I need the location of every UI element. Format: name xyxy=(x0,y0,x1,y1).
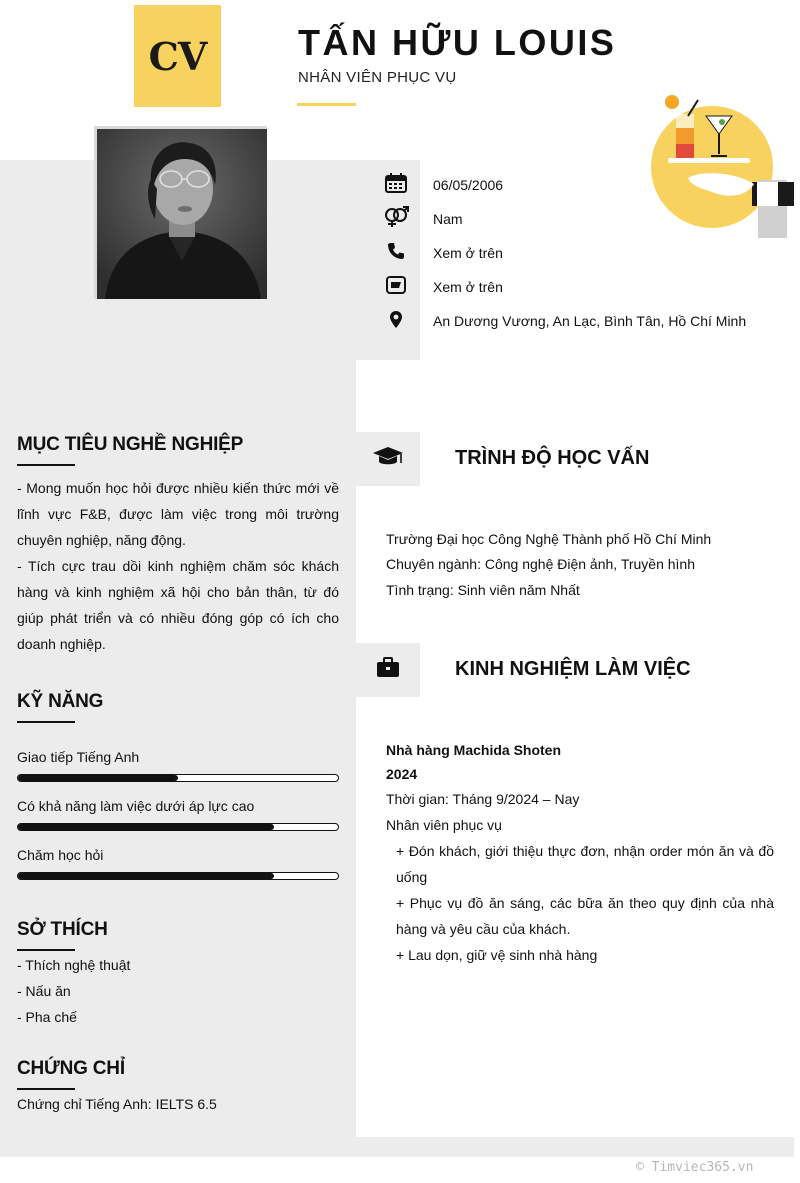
objective-underline xyxy=(17,464,75,466)
objective-text xyxy=(17,475,339,657)
drinks-tray-illustration xyxy=(640,88,800,243)
hobby-item: - Pha chế xyxy=(17,1009,77,1025)
graduation-cap-icon xyxy=(372,446,404,473)
company-name: Nhà hàng Machida Shoten xyxy=(386,742,562,758)
candidate-name: TẤN HỮU LOUIS xyxy=(298,22,617,63)
briefcase-icon xyxy=(376,657,400,683)
cv-logo xyxy=(134,5,221,107)
education-line: Chuyên ngành: Công nghệ Điện ảnh, Truyền hình xyxy=(386,556,696,572)
hobby-item: - Thích nghệ thuật xyxy=(17,957,131,973)
calendar-icon xyxy=(383,172,409,194)
gender-icon xyxy=(383,206,409,228)
location-pin-icon xyxy=(383,308,409,330)
education-heading: TRÌNH ĐỘ HỌC VẤN xyxy=(455,447,650,469)
profile-photo xyxy=(97,129,267,299)
skill-label: Có khả năng làm việc dưới áp lực cao xyxy=(17,798,255,814)
skill-bar xyxy=(17,774,339,782)
duty-item: + Lau dọn, giữ vệ sinh nhà hàng xyxy=(396,947,598,963)
skill-label: Giao tiếp Tiếng Anh xyxy=(17,749,140,765)
skill-bar xyxy=(17,823,339,831)
certificate-item: Chứng chỉ Tiếng Anh: IELTS 6.5 xyxy=(17,1096,217,1112)
skill-bar xyxy=(17,872,339,880)
education-line: Tình trạng: Sinh viên năm Nhất xyxy=(386,582,580,598)
duty-item: + Phục vụ đồ ăn sáng, các bữa ăn theo quy định của nhà hàng và yêu cầu của khách. xyxy=(396,895,774,937)
phone-value: Xem ở trên xyxy=(433,245,503,261)
skill-bar-fill xyxy=(18,775,178,781)
email-value: Xem ở trên xyxy=(433,279,503,295)
experience-position: Nhân viên phục vụ xyxy=(386,817,502,833)
education-line: Trường Đại học Công Nghệ Thành phố Hồ Chí Minh xyxy=(386,531,712,547)
experience-icon-box xyxy=(356,643,420,697)
certificates-underline xyxy=(17,1088,75,1090)
experience-year: 2024 xyxy=(386,766,418,782)
job-title: NHÂN VIÊN PHỤC VỤ xyxy=(298,69,457,86)
skills-underline xyxy=(17,721,75,723)
skills-heading: KỸ NĂNG xyxy=(17,691,104,712)
phone-icon xyxy=(383,240,409,262)
footer-watermark: © Timviec365.vn xyxy=(636,1160,754,1175)
dob-value: 06/05/2006 xyxy=(433,177,504,193)
hobbies-heading: SỞ THÍCH xyxy=(17,919,108,940)
objective-heading: MỤC TIÊU NGHỀ NGHIỆP xyxy=(17,434,244,455)
skill-bar-fill xyxy=(18,873,274,879)
skill-bar-fill xyxy=(18,824,274,830)
gender-value: Nam xyxy=(433,211,463,227)
email-icon xyxy=(383,274,409,296)
skill-label: Chăm học hỏi xyxy=(17,847,104,863)
objective-paragraph: - Mong muốn học hỏi được nhiều kiến thức mới về lĩnh vực F&B, được làm việc trong môi trường chuyên nghiệp, năng động. xyxy=(17,480,339,548)
education-icon-box xyxy=(356,432,420,486)
cv-logo-text: CV xyxy=(148,33,207,79)
duty-item: + Đón khách, giới thiệu thực đơn, nhận order món ăn và đồ uống xyxy=(396,843,774,885)
objective-paragraph: - Tích cực trau dồi kinh nghiệm chăm sóc khách hàng và kinh nghiệm xã hội cho bản thân, từ đó giúp phát triển và có nhiều đóng góp có ích cho doanh nghiệp. xyxy=(17,558,339,652)
experience-period: Thời gian: Tháng 9/2024 – Nay xyxy=(386,791,580,807)
title-underline xyxy=(297,103,356,106)
bottom-band xyxy=(0,1137,794,1157)
address-value: An Dương Vương, An Lạc, Bình Tân, Hồ Chí Minh xyxy=(433,313,747,329)
certificates-heading: CHỨNG CHỈ xyxy=(17,1058,125,1079)
hobbies-underline xyxy=(17,949,75,951)
hobby-item: - Nấu ăn xyxy=(17,983,71,999)
experience-heading: KINH NGHIỆM LÀM VIỆC xyxy=(455,658,691,680)
